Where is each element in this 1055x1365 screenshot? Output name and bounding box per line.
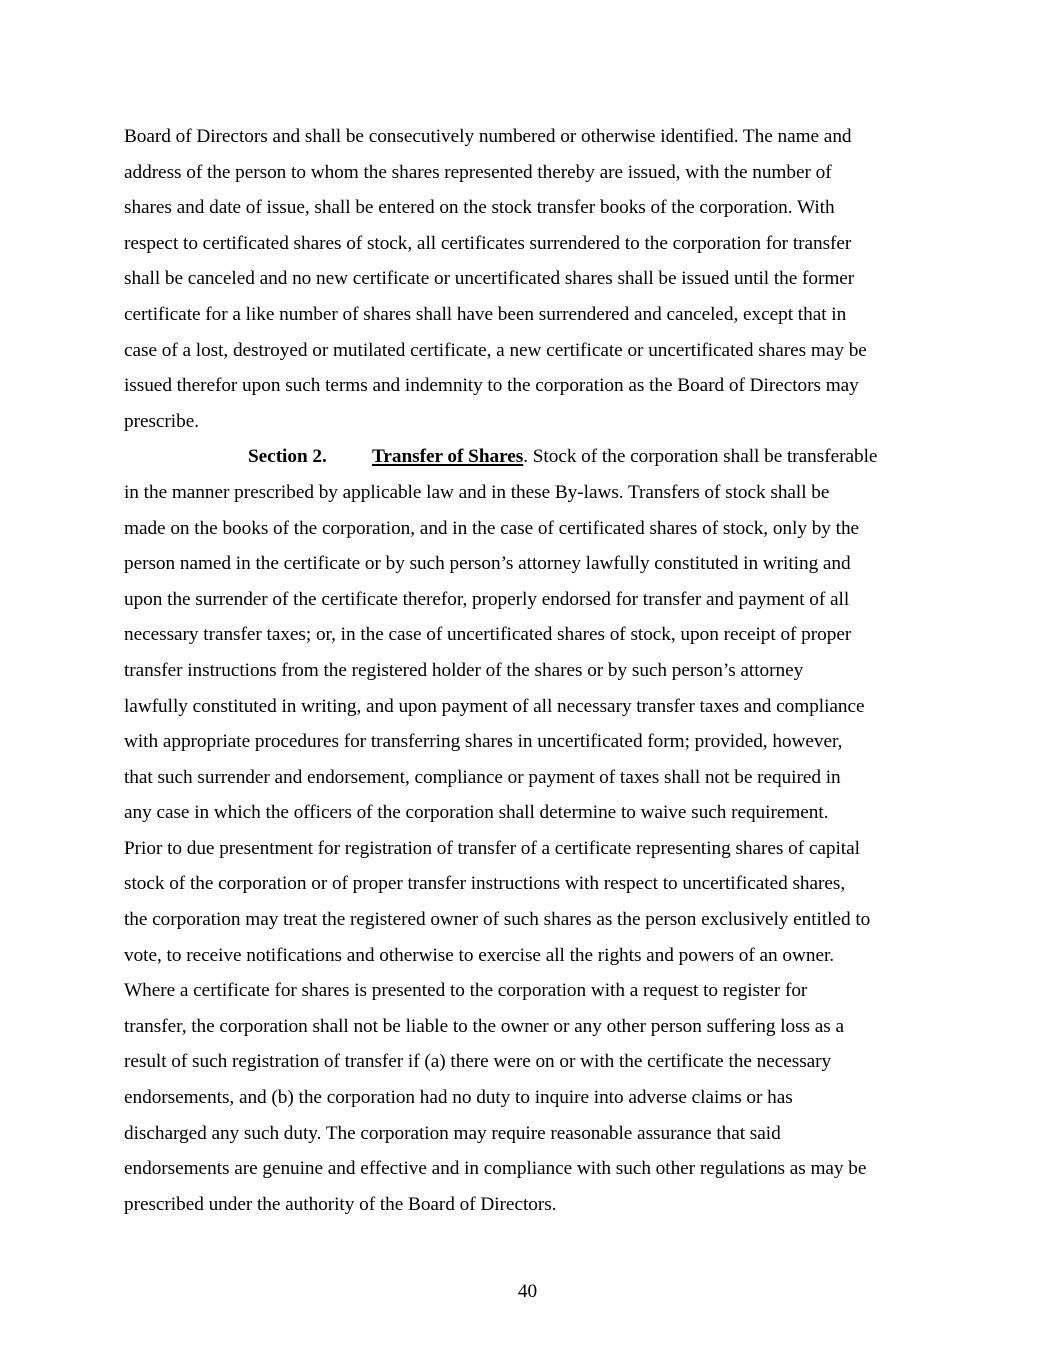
text-line: transfer, the corporation shall not be liable to the owner or any other person suffering loss as a [124,1015,845,1037]
text-line: endorsements are genuine and effective and in compliance with such other regulations as may be [124,1158,867,1180]
text-line: the corporation may treat the registered owner of such shares as the person exclusively entitled to [124,909,871,931]
section-title: Transfer of Shares [372,446,524,468]
section-first-line-text: . Stock of the corporation shall be transferable [523,446,878,468]
text-line: upon the surrender of the certificate therefor, properly endorsed for transfer and payment of all [124,588,850,610]
text-line: shares and date of issue, shall be entered on the stock transfer books of the corporation. With [124,197,835,219]
text-line: certificate for a like number of shares shall have been surrendered and canceled, except that in [124,303,847,325]
section-paragraph [124,475,944,1222]
section-heading-line [124,439,944,475]
text-line: transfer instructions from the registered holder of the shares or by such person’s attorney [124,659,804,681]
text-line: stock of the corporation or of proper transfer instructions with respect to uncertificated shares, [124,873,846,895]
text-line: result of such registration of transfer if (a) there were on or with the certificate the necessary [124,1051,832,1073]
text-line: any case in which the officers of the corporation shall determine to waive such requirement. [124,802,829,824]
text-line: prescribed under the authority of the Board of Directors. [124,1193,557,1215]
text-line: Where a certificate for shares is presented to the corporation with a request to register for [124,980,808,1002]
page-number: 40 [517,1281,538,1302]
text-line: shall be canceled and no new certificate or uncertificated shares shall be issued until the former [124,268,855,290]
section-number: Section 2. [248,446,327,468]
text-line: person named in the certificate or by such person’s attorney lawfully constituted in writing and [124,553,851,575]
text-line: that such surrender and endorsement, compliance or payment of taxes shall not be required in [124,766,841,788]
text-line: vote, to receive notifications and otherwise to exercise all the rights and powers of an owner. [124,944,835,966]
body-text [124,119,944,1222]
text-line: discharged any such duty. The corporation may require reasonable assurance that said [124,1122,781,1144]
text-line: made on the books of the corporation, and in the case of certificated shares of stock, only by the [124,517,860,539]
text-line: Prior to due presentment for registration of transfer of a certificate representing shares of capital [124,837,860,859]
text-line: issued therefor upon such terms and indemnity to the corporation as the Board of Directors may [124,375,859,397]
text-line: necessary transfer taxes; or, in the case of uncertificated shares of stock, upon receipt of proper [124,624,852,646]
text-line: lawfully constituted in writing, and upon payment of all necessary transfer taxes and compliance [124,695,865,717]
text-line: Board of Directors and shall be consecutively numbered or otherwise identified. The name and [124,126,852,147]
text-line: respect to certificated shares of stock, all certificates surrendered to the corporation for transfer [124,232,852,254]
text-line: address of the person to whom the shares represented thereby are issued, with the number of [124,161,832,183]
text-line: endorsements, and (b) the corporation had no duty to inquire into adverse claims or has [124,1087,793,1109]
text-line: in the manner prescribed by applicable law and in these By-laws. Transfers of stock shall be [124,481,830,503]
text-line: with appropriate procedures for transferring shares in uncertificated form; provided, however, [124,731,843,753]
text-line: case of a lost, destroyed or mutilated certificate, a new certificate or uncertificated shares may be [124,339,867,361]
paragraph-continued [124,119,944,439]
text-line: prescribe. [124,410,199,432]
